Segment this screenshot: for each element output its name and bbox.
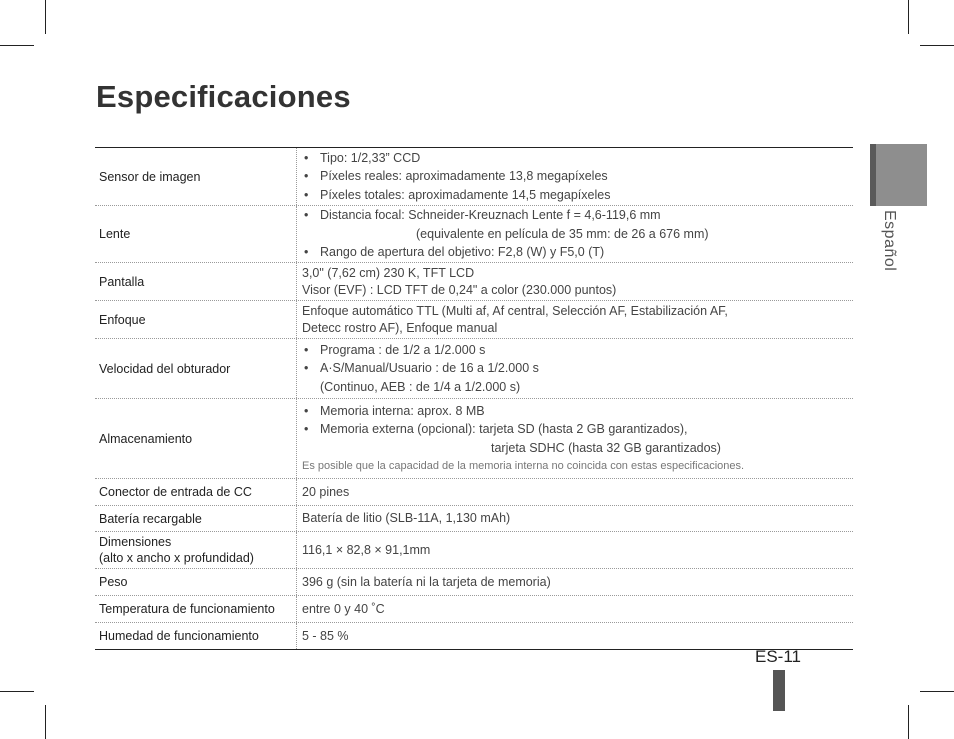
crop-mark [908,0,909,34]
spec-value: • Programa : de 1/2 a 1/2.000 s • A·S/Manual/Usuario : de 16 a 1/2.000 s (Continuo, AEB : de 1/4 a 1/2.000 s) [304,342,539,394]
crop-mark [920,691,954,692]
spec-value: • Distancia focal: Schneider-Kreuznach Lente f = 4,6-119,6 mm (equivalente en película de 35 mm: de 26 a 676 mm) • Rango de apertura del objetivo: F2,8 (W) y F5,0 (T) [297,206,853,262]
language-tab-label: Español [881,210,898,272]
crop-mark [920,45,954,46]
spec-label: Velocidad del obturador [95,339,297,398]
crop-mark [908,705,909,739]
page-number: ES-11 [755,647,801,666]
bullet-icon: • [304,150,309,165]
bullet-icon: • [304,208,309,223]
spec-value: 20 pines [302,484,350,499]
bullet-icon: • [304,403,309,418]
spec-value: 396 g (sin la batería ni la tarjeta de memoria) [302,574,551,589]
bullet-icon: • [304,361,309,376]
spec-row-sensor [95,148,853,206]
spec-row-almacenamiento [95,399,853,479]
spec-label: Peso [95,569,297,595]
spec-label: Humedad de funcionamiento [95,623,297,649]
spec-label: Dimensiones (alto x ancho x profundidad) [95,532,297,568]
bullet-icon: • [304,245,309,260]
page-tab-marker [773,670,785,711]
spec-table [95,147,853,650]
spec-value: 5 - 85 % [302,628,349,643]
spec-row-obturador [95,339,853,399]
bullet-icon: • [304,169,309,184]
page-title: Especificaciones [96,79,351,114]
bullet-icon: • [304,342,309,357]
spec-row-peso [95,569,853,596]
spec-row-lente [95,206,853,263]
spec-value: Enfoque automático TTL (Multi af, Af central, Selección AF, Estabilización AF, Detecc rostro AF), Enfoque manual [302,303,728,335]
spec-value: entre 0 y 40 ˚C [302,601,385,616]
crop-mark [45,0,46,34]
crop-mark [45,705,46,739]
storage-note: Es posible que la capacidad de la memoria interna no coincida con estas especificaciones. [302,460,745,473]
crop-mark [0,691,34,692]
spec-row-bateria [95,506,853,532]
spec-row-dimensiones [95,532,853,569]
spec-row-conector [95,479,853,506]
side-tab-block [870,144,927,206]
spec-row-temperatura [95,596,853,623]
spec-value: 116,1 × 82,8 × 91,1mm [302,542,431,557]
spec-row-enfoque [95,301,853,339]
spec-value: 3,0" (7,62 cm) 230 K, TFT LCD Visor (EVF) : LCD TFT de 0,24" a color (230.000 puntos) [302,265,617,297]
spec-value: Batería de litio (SLB-11A, 1,130 mAh) [302,511,511,526]
bullet-icon: • [304,422,309,437]
spec-label: Sensor de imagen [95,148,297,205]
spec-label: Lente [95,206,297,262]
spec-label: Temperatura de funcionamiento [95,596,297,622]
spec-label: Conector de entrada de CC [95,479,297,505]
bullet-icon: • [304,187,309,202]
spec-label: Enfoque [95,301,297,338]
spec-value: • Tipo: 1/2,33” CCD • Píxeles reales: aproximadamente 13,8 megapíxeles • Píxeles totales: aproximadamente 14,5 megapíxeles [297,148,853,205]
spec-row-pantalla [95,263,853,301]
spec-value: • Memoria interna: aprox. 8 MB • Memoria externa (opcional): tarjeta SD (hasta 2 GB garantizados), tarjeta SDHC (hasta 32 GB garantizados) Es posible que la capacidad de la memoria interna no coincida con estas especificaciones. [297,399,853,478]
spec-label: Batería recargable [95,506,297,531]
spec-row-humedad [95,623,853,649]
spec-label: Pantalla [95,263,297,300]
spec-label: Almacenamiento [95,399,297,478]
crop-mark [0,45,34,46]
